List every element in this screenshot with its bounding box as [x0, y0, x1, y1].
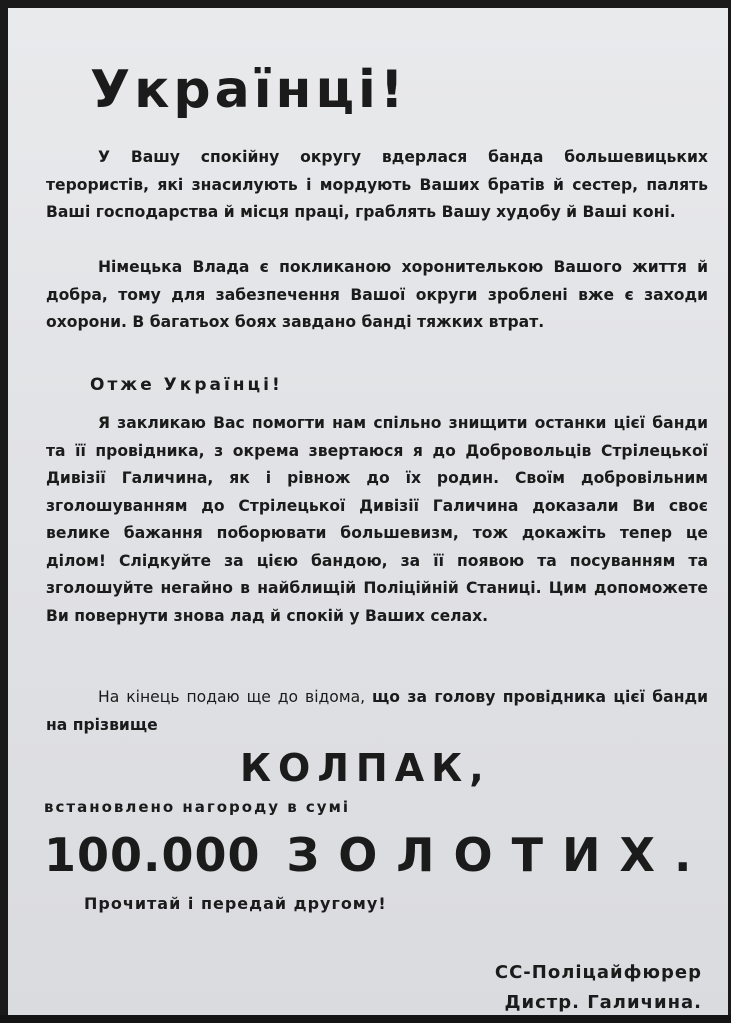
reward-amount: [44, 828, 710, 882]
headline: Українці!: [90, 60, 408, 120]
reward-line: встановлено нагороду в сумі: [44, 798, 350, 816]
paragraph-4: [46, 684, 708, 739]
paragraph-3: Я закликаю Вас помогти нам спільно знищити останки цієї банди та її провідника, з окрема звертаюся я до Добровольців Стрілецької Дивізії Галичина, як і рівнож до їх родин. Своїм добровільним зголошуванням до Стрілецької Дивізії Галичина доказали Ви своє велике бажання поборювати большевизм, тож докажіть тепер це ділом! Слідкуйте за цією бандою, за її появою та посуванням та зголошуйте негайно в найблищій Поліційній Станиці. Цим допоможете Ви повернути знова лад й спокій у Ваших селах.: [46, 414, 708, 625]
signature-line-1: СС-Поліцайфюрер: [494, 962, 702, 983]
paragraph-2: Німецька Влада є покликаною хоронителькою Вашого життя й добра, тому для забезпечення Вашої округи зроблені вже є заходи охорони. В багатьох боях завдано банді тяжких втрат.: [46, 258, 708, 331]
reward-number: 100.000: [44, 828, 261, 882]
signature-line-2: Дистр. Галичина.: [504, 992, 702, 1013]
reward-currency: ЗОЛОТИХ.: [286, 828, 711, 882]
pass-on-line: Прочитай і передай другому!: [84, 894, 387, 913]
leaflet-sheet: [8, 8, 728, 1020]
subheading: Отже Українці!: [90, 375, 283, 395]
bottom-edge: [0, 1015, 731, 1023]
paragraph-4-regular: На кінець подаю ще до відома,: [98, 688, 373, 706]
signature: [495, 958, 702, 1018]
wanted-name: КОЛПАК,: [240, 746, 491, 790]
paragraph-1: У Вашу спокійну округу вдерлася банда большевицьких терористів, які знасилують і мордують Ваших братів й сестер, палять Ваші господарства й місця праці, граблять Вашу худобу й Ваші коні.: [46, 148, 708, 221]
paragraph-4-bold: що за голову провідника цієї банди на прізвище: [46, 688, 709, 734]
